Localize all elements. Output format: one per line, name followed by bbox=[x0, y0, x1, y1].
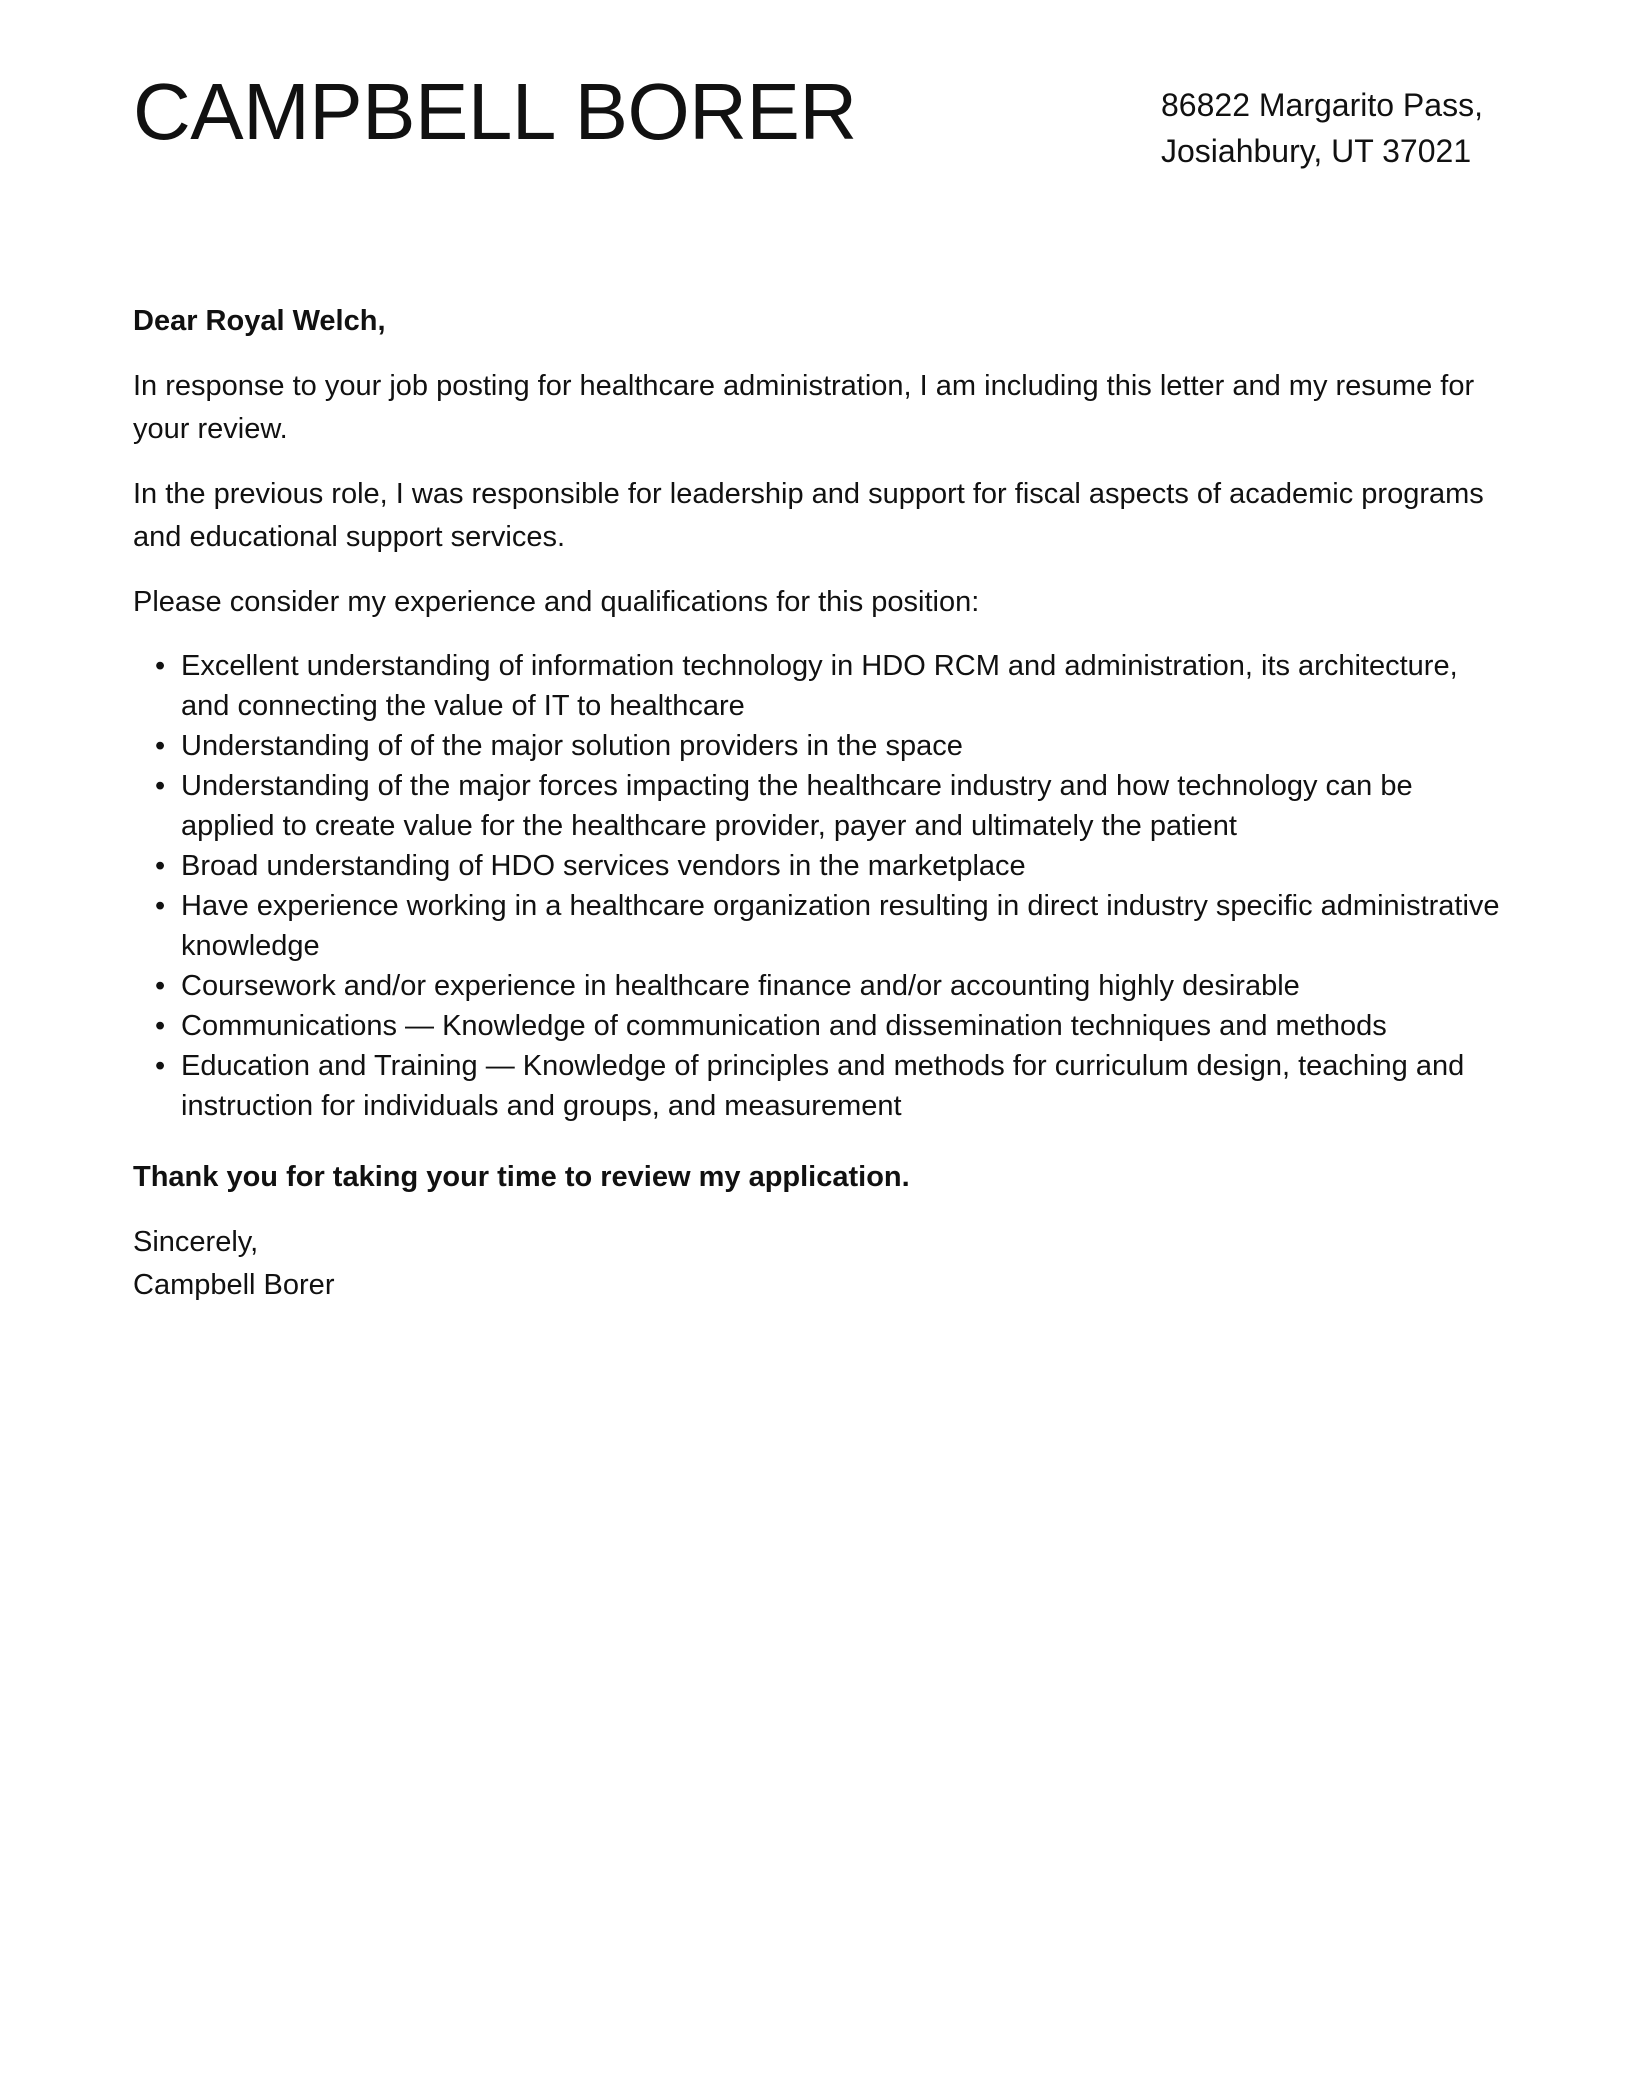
bullet-icon: • bbox=[155, 1050, 166, 1082]
bullet-icon: • bbox=[155, 890, 166, 922]
list-item bbox=[133, 846, 1503, 886]
salutation: Dear Royal Welch, bbox=[133, 305, 386, 337]
list-item bbox=[133, 1006, 1503, 1046]
list-item-text: Have experience working in a healthcare organization resulting in direct industry specific administrative knowledge bbox=[181, 890, 1500, 962]
applicant-address bbox=[1161, 82, 1483, 174]
letter-body bbox=[133, 300, 1503, 1307]
bullet-icon: • bbox=[155, 1010, 166, 1042]
address-line-2: Josiahbury, UT 37021 bbox=[1161, 133, 1472, 169]
list-item-text: Understanding of the major forces impacting the healthcare industry and how technology can be applied to create value for the healthcare provider, payer and ultimately the patient bbox=[181, 770, 1413, 842]
applicant-name: CAMPBELL BORER bbox=[133, 67, 857, 156]
list-item bbox=[133, 886, 1503, 966]
qualifications-intro: Please consider my experience and qualifications for this position: bbox=[133, 586, 980, 618]
bullet-icon: • bbox=[155, 770, 166, 802]
list-item-text: Education and Training — Knowledge of principles and methods for curriculum design, teaching and instruction for individuals and groups, and measurement bbox=[181, 1050, 1465, 1122]
list-item bbox=[133, 646, 1503, 726]
list-item-text: Broad understanding of HDO services vendors in the marketplace bbox=[181, 850, 1026, 882]
list-item-text: Communications — Knowledge of communication and dissemination techniques and methods bbox=[181, 1010, 1387, 1042]
address-line-1: 86822 Margarito Pass, bbox=[1161, 87, 1483, 123]
list-item bbox=[133, 766, 1503, 846]
bullet-icon: • bbox=[155, 730, 166, 762]
list-item bbox=[133, 1046, 1503, 1126]
qualifications-list bbox=[133, 646, 1503, 1126]
list-item bbox=[133, 726, 1503, 766]
bullet-icon: • bbox=[155, 970, 166, 1002]
bullet-icon: • bbox=[155, 850, 166, 882]
list-item-text: Coursework and/or experience in healthcare finance and/or accounting highly desirable bbox=[181, 970, 1300, 1002]
signoff: Sincerely, bbox=[133, 1226, 259, 1258]
signoff-block bbox=[133, 1221, 1503, 1307]
closing-statement: Thank you for taking your time to review my application. bbox=[133, 1161, 910, 1193]
intro-paragraph: In response to your job posting for healthcare administration, I am including this letter and my resume for your review. bbox=[133, 370, 1475, 445]
experience-paragraph: In the previous role, I was responsible for leadership and support for fiscal aspects of academic programs and educational support services. bbox=[133, 478, 1484, 553]
list-item-text: Understanding of of the major solution providers in the space bbox=[181, 730, 963, 762]
signature-name: Campbell Borer bbox=[133, 1269, 335, 1301]
list-item-text: Excellent understanding of information technology in HDO RCM and administration, its architecture, and connecting the value of IT to healthcare bbox=[181, 650, 1458, 722]
bullet-icon: • bbox=[155, 650, 166, 682]
list-item bbox=[133, 966, 1503, 1006]
